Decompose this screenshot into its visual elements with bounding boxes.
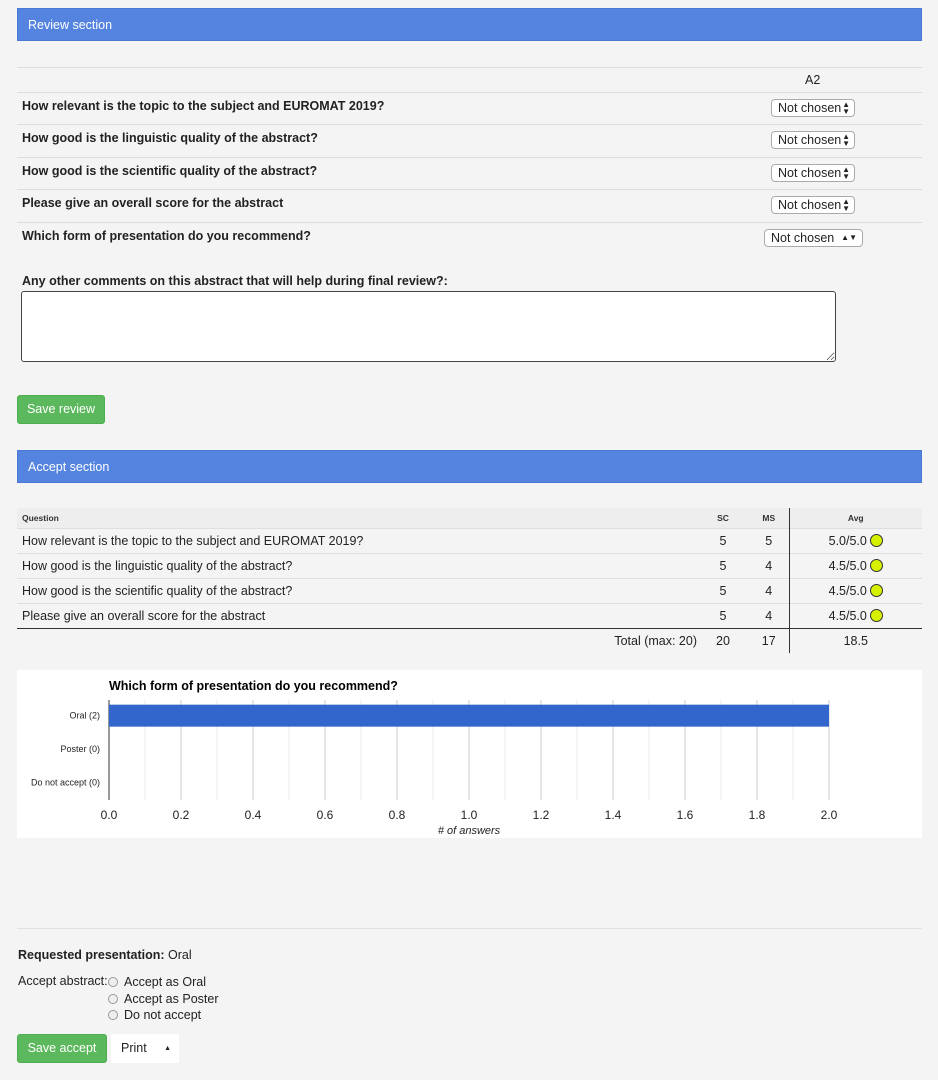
table-header-row xyxy=(17,508,922,528)
radio-label: Accept as Oral xyxy=(124,975,206,989)
x-tick-label: 1.6 xyxy=(676,808,694,822)
x-tick-label: 0.6 xyxy=(316,808,334,822)
row-sc: 5 xyxy=(697,528,749,553)
table-row xyxy=(17,528,922,553)
accept-section-header: Accept section xyxy=(17,450,922,483)
overall-select-value: Not chosen xyxy=(778,198,842,212)
x-tick-label: 1.0 xyxy=(460,808,478,822)
scores-table xyxy=(17,508,922,653)
row-ms: 4 xyxy=(749,578,789,603)
column-ms: MS xyxy=(749,508,789,528)
accept-options xyxy=(108,974,219,1024)
row-sc: 5 xyxy=(697,578,749,603)
row-avg: 4.5/5.0 xyxy=(828,583,867,598)
relevance-select[interactable] xyxy=(771,99,855,117)
row-avg-cell xyxy=(789,553,922,578)
x-tick-label: 1.2 xyxy=(532,808,550,822)
divider xyxy=(17,124,922,125)
table-row xyxy=(17,553,922,578)
x-tick-label: 1.8 xyxy=(748,808,766,822)
requested-value: Oral xyxy=(168,948,192,962)
chart-title: Which form of presentation do you recommend? xyxy=(109,679,398,693)
divider xyxy=(17,67,922,68)
category-label: Poster (0) xyxy=(60,744,100,754)
row-question: How good is the scientific quality of the abstract? xyxy=(17,578,697,603)
column-question: Question xyxy=(17,508,697,528)
status-dot-icon xyxy=(870,609,883,622)
reviewer-column-label: A2 xyxy=(805,73,821,87)
status-dot-icon xyxy=(870,534,883,547)
row-avg: 5.0/5.0 xyxy=(828,533,867,548)
save-accept-button[interactable]: Save accept xyxy=(17,1034,107,1063)
requested-label: Requested presentation: xyxy=(18,948,165,962)
chart-svg xyxy=(17,670,922,838)
radio-label: Do not accept xyxy=(124,1008,202,1022)
divider xyxy=(17,157,922,158)
x-axis-label: # of answers xyxy=(437,825,501,837)
x-tick-label: 0.4 xyxy=(244,808,262,822)
total-sc: 20 xyxy=(697,628,749,653)
bar[interactable] xyxy=(109,705,829,727)
select-arrows-icon: ▲ ▼ xyxy=(842,100,850,116)
question-linguistic: How good is the linguistic quality of the abstract? xyxy=(22,131,318,145)
x-tick-label: 0.0 xyxy=(100,808,118,822)
row-question: How good is the linguistic quality of the abstract? xyxy=(17,553,697,578)
divider xyxy=(17,92,922,93)
select-arrows-icon: ▲ ▼ xyxy=(842,197,850,213)
row-ms: 4 xyxy=(749,553,789,578)
question-overall: Please give an overall score for the abstract xyxy=(22,196,284,210)
total-avg: 18.5 xyxy=(789,628,922,653)
radio-circle[interactable] xyxy=(108,994,118,1004)
row-sc: 5 xyxy=(697,603,749,628)
x-tick-label: 0.8 xyxy=(388,808,406,822)
accept-abstract-label: Accept abstract: xyxy=(18,974,108,988)
row-question: How relevant is the topic to the subject and EUROMAT 2019? xyxy=(17,528,697,553)
divider xyxy=(17,189,922,190)
row-ms: 5 xyxy=(749,528,789,553)
print-label: Print xyxy=(121,1041,147,1055)
x-tick-label: 1.4 xyxy=(604,808,622,822)
linguistic-select-value: Not chosen xyxy=(778,133,842,147)
row-question: Please give an overall score for the abstract xyxy=(17,603,697,628)
divider xyxy=(17,222,922,223)
total-label: Total (max: 20) xyxy=(17,628,697,653)
row-avg: 4.5/5.0 xyxy=(828,558,867,573)
presentation-select-value: Not chosen xyxy=(771,231,835,245)
radio-accept-oral[interactable] xyxy=(108,974,219,991)
x-tick-label: 2.0 xyxy=(820,808,838,822)
question-scientific: How good is the scientific quality of the abstract? xyxy=(22,164,318,178)
category-label: Do not accept (0) xyxy=(30,777,100,788)
total-ms: 17 xyxy=(749,628,789,653)
row-sc: 5 xyxy=(697,553,749,578)
radio-do-not-accept[interactable] xyxy=(108,1007,219,1024)
question-presentation: Which form of presentation do you recommend? xyxy=(22,229,311,243)
table-row xyxy=(17,603,922,628)
row-avg-cell xyxy=(789,528,922,553)
row-ms: 4 xyxy=(749,603,789,628)
radio-accept-poster[interactable] xyxy=(108,991,219,1008)
status-dot-icon xyxy=(870,584,883,597)
divider xyxy=(17,928,922,929)
comments-textarea[interactable] xyxy=(21,291,836,362)
column-sc: SC xyxy=(697,508,749,528)
status-dot-icon xyxy=(870,559,883,572)
scientific-select-value: Not chosen xyxy=(778,166,842,180)
column-avg: Avg xyxy=(789,508,922,528)
overall-select[interactable] xyxy=(771,196,855,214)
row-avg: 4.5/5.0 xyxy=(828,608,867,623)
radio-circle[interactable] xyxy=(108,1010,118,1020)
total-row xyxy=(17,628,922,653)
x-tick-label: 0.2 xyxy=(172,808,190,822)
presentation-select[interactable] xyxy=(764,229,863,247)
requested-presentation xyxy=(18,948,192,962)
table-row xyxy=(17,578,922,603)
category-label: Oral (2) xyxy=(69,710,100,721)
review-section-header: Review section xyxy=(17,8,922,41)
chevron-down-icon: ▲▼ xyxy=(841,233,857,242)
presentation-chart xyxy=(17,670,922,838)
select-arrows-icon: ▲ ▼ xyxy=(842,165,850,181)
row-avg-cell xyxy=(789,603,922,628)
caret-up-icon: ▲ xyxy=(164,1045,171,1052)
print-dropdown-button[interactable] xyxy=(111,1034,179,1063)
save-review-button[interactable]: Save review xyxy=(17,395,105,424)
row-avg-cell xyxy=(789,578,922,603)
radio-circle[interactable] xyxy=(108,977,118,987)
radio-label: Accept as Poster xyxy=(124,991,219,1006)
comments-label: Any other comments on this abstract that will help during final review?: xyxy=(22,274,448,288)
question-relevance: How relevant is the topic to the subject and EUROMAT 2019? xyxy=(22,99,385,113)
select-arrows-icon: ▲ ▼ xyxy=(842,132,850,148)
linguistic-select[interactable] xyxy=(771,131,855,149)
scientific-select[interactable] xyxy=(771,164,855,182)
relevance-select-value: Not chosen xyxy=(778,101,842,115)
